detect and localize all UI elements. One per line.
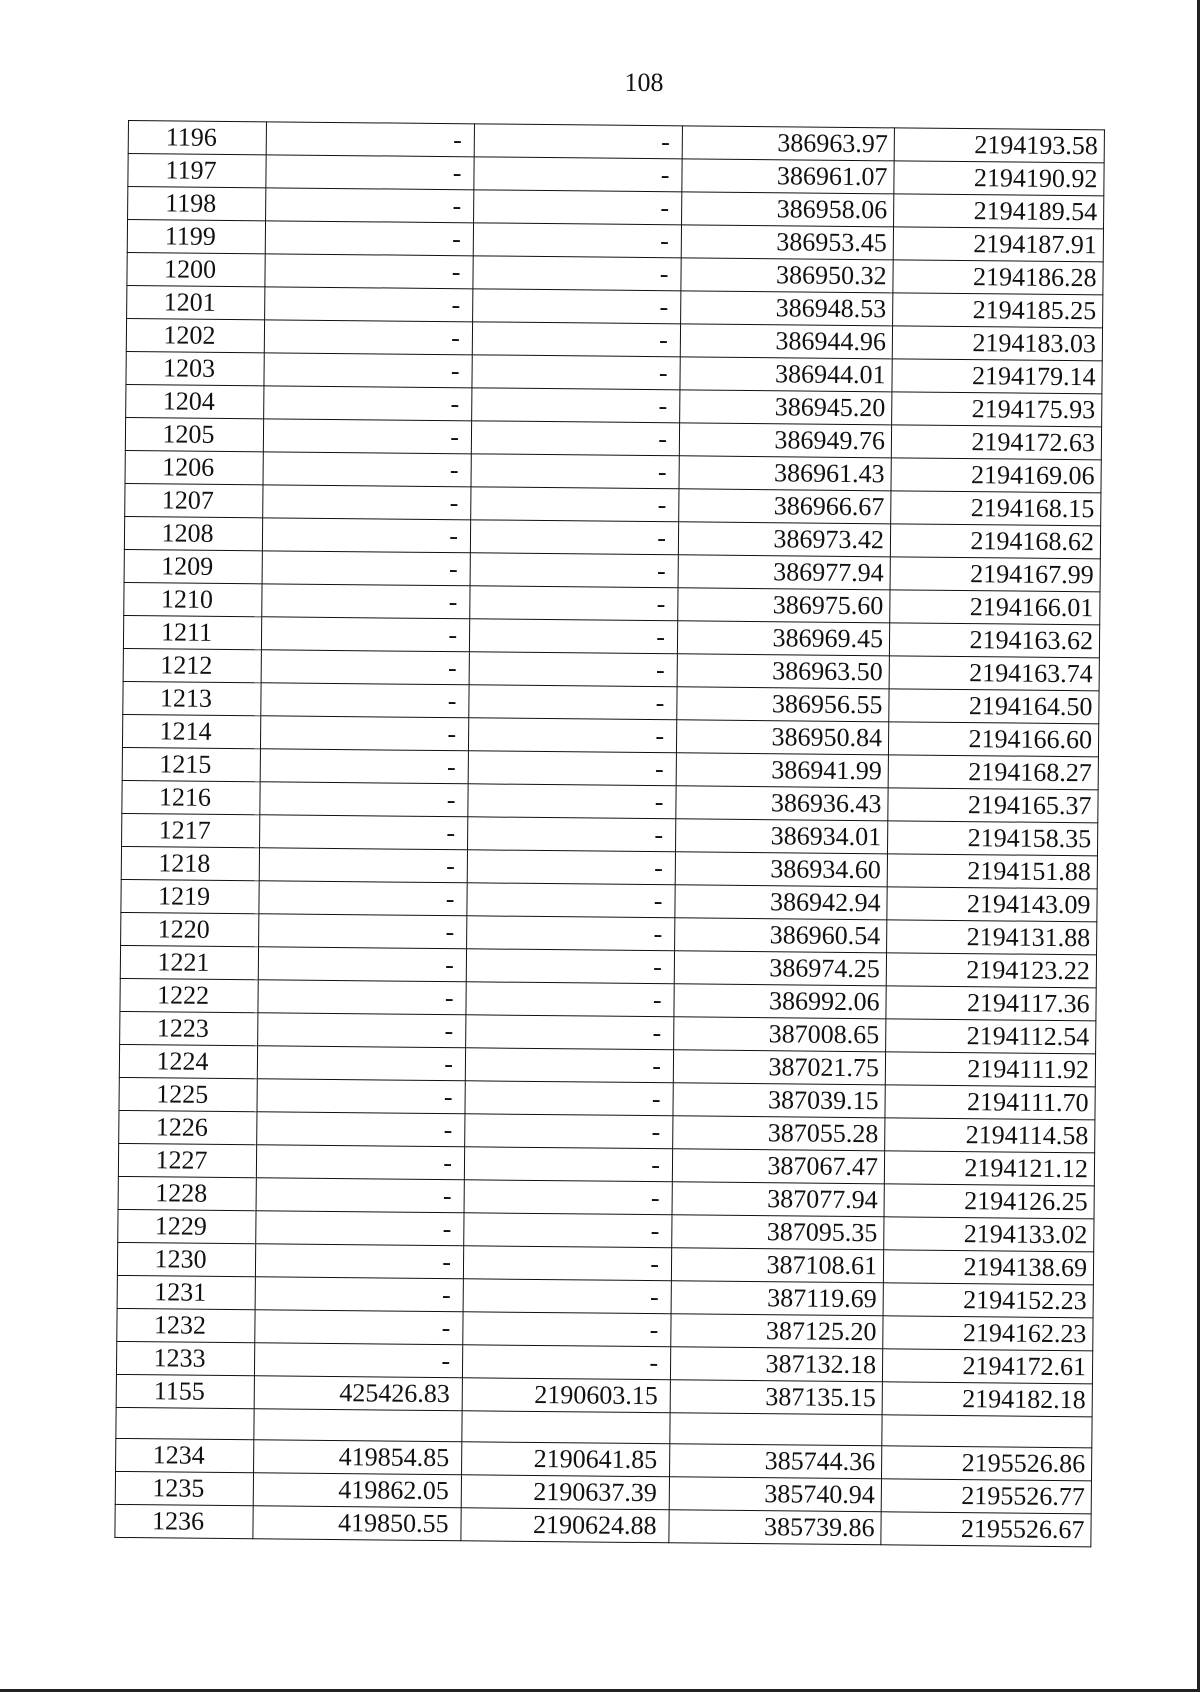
x1-cell: -	[261, 617, 469, 652]
x2-cell: 386949.76	[679, 423, 891, 458]
y2-cell: 2194183.03	[892, 326, 1102, 361]
point-number-cell: 1201	[127, 285, 265, 319]
point-number-cell: 1202	[126, 318, 264, 352]
y2-cell: 2194117.36	[886, 986, 1096, 1021]
y1-cell: -	[473, 223, 681, 258]
x2-cell: 387132.18	[670, 1347, 882, 1382]
x2-cell: 386950.32	[681, 258, 893, 293]
x2-cell: 387039.15	[673, 1083, 885, 1118]
y2-cell: 2194166.60	[888, 722, 1098, 757]
point-number-cell: 1155	[116, 1374, 254, 1408]
y2-cell: 2194169.06	[891, 458, 1101, 493]
point-number-cell: 1216	[122, 780, 260, 814]
y2-cell: 2194165.37	[888, 788, 1098, 823]
point-number-cell: 1205	[125, 417, 263, 451]
x2-cell: 386975.60	[678, 588, 890, 623]
x1-cell: -	[264, 353, 472, 388]
point-number-cell: 1235	[115, 1471, 253, 1505]
y2-cell: 2194163.62	[889, 623, 1099, 658]
x2-cell: 386974.25	[674, 951, 886, 986]
y1-cell: -	[472, 322, 680, 357]
x1-cell: -	[266, 155, 474, 190]
point-number-cell: 1215	[122, 747, 260, 781]
x1-cell: -	[259, 914, 467, 949]
y1-cell: -	[474, 190, 682, 225]
y1-cell: -	[466, 1015, 674, 1050]
y2-cell: 2194168.62	[890, 524, 1100, 559]
x1-cell: -	[262, 551, 470, 586]
point-number-cell: 1204	[126, 384, 264, 418]
y2-cell: 2194131.88	[887, 920, 1097, 955]
point-number-cell: 1219	[121, 879, 259, 913]
y2-cell: 2194190.92	[894, 161, 1104, 196]
x2-cell: 386992.06	[674, 984, 886, 1019]
x1-cell: -	[257, 1046, 465, 1081]
y1-cell: -	[471, 421, 679, 456]
y1-cell	[462, 1411, 670, 1444]
y1-cell: -	[468, 751, 676, 786]
y1-cell: 2190624.88	[461, 1508, 669, 1543]
x1-cell: -	[258, 1013, 466, 1048]
coordinates-table-body	[115, 121, 1105, 1547]
x1-cell: -	[260, 716, 468, 751]
y1-cell: 2190603.15	[462, 1378, 670, 1413]
y1-cell: -	[462, 1345, 670, 1380]
y2-cell: 2194111.92	[885, 1052, 1095, 1087]
x2-cell: 386945.20	[680, 390, 892, 425]
y2-cell	[882, 1415, 1092, 1448]
y1-cell: -	[465, 1048, 673, 1083]
x2-cell: 387021.75	[673, 1050, 885, 1085]
x2-cell: 386969.45	[677, 621, 889, 656]
x2-cell	[670, 1413, 882, 1446]
y1-cell: -	[464, 1213, 672, 1248]
x2-cell: 385740.94	[669, 1477, 881, 1512]
x1-cell: -	[262, 518, 470, 553]
x1-cell: -	[263, 485, 471, 520]
x2-cell: 386961.07	[682, 159, 894, 194]
x2-cell: 387055.28	[673, 1116, 885, 1151]
x1-cell: -	[260, 782, 468, 817]
point-number-cell: 1214	[122, 714, 260, 748]
y1-cell: -	[472, 355, 680, 390]
y2-cell: 2194187.91	[893, 227, 1103, 262]
y1-cell: -	[466, 982, 674, 1017]
y2-cell: 2194163.74	[889, 656, 1099, 691]
x1-cell: 425426.83	[254, 1376, 462, 1411]
x1-cell: -	[257, 1112, 465, 1147]
point-number-cell: 1226	[119, 1110, 257, 1144]
x2-cell: 386936.43	[676, 786, 888, 821]
point-number-cell: 1209	[124, 549, 262, 583]
point-number-cell: 1236	[115, 1504, 253, 1538]
point-number-cell: 1225	[119, 1077, 257, 1111]
x2-cell: 386934.60	[675, 852, 887, 887]
point-number-cell: 1234	[116, 1438, 254, 1472]
point-number-cell: 1210	[124, 582, 262, 616]
point-number-cell	[116, 1407, 254, 1439]
x1-cell: 419862.05	[253, 1473, 461, 1508]
point-number-cell: 1211	[123, 615, 261, 649]
x1-cell: -	[261, 683, 469, 718]
y2-cell: 2195526.77	[881, 1479, 1091, 1514]
x2-cell: 386963.50	[677, 654, 889, 689]
y2-cell: 2194123.22	[886, 953, 1096, 988]
point-number-cell: 1231	[117, 1275, 255, 1309]
x2-cell: 386934.01	[676, 819, 888, 854]
y1-cell: -	[473, 289, 681, 324]
point-number-cell: 1197	[128, 154, 266, 188]
y1-cell: -	[465, 1114, 673, 1149]
x1-cell: -	[260, 749, 468, 784]
point-number-cell: 1220	[121, 912, 259, 946]
x1-cell: -	[265, 221, 473, 256]
point-number-cell: 1198	[128, 187, 266, 221]
y1-cell: -	[467, 850, 675, 885]
point-number-cell: 1228	[118, 1176, 256, 1210]
x1-cell	[254, 1409, 462, 1442]
x2-cell: 386958.06	[682, 192, 894, 227]
y1-cell: -	[464, 1147, 672, 1182]
y1-cell: -	[466, 949, 674, 984]
x2-cell: 387067.47	[672, 1149, 884, 1184]
y1-cell: -	[467, 916, 675, 951]
x1-cell: -	[262, 584, 470, 619]
x1-cell: -	[265, 287, 473, 322]
y1-cell: -	[469, 619, 677, 654]
point-number-cell: 1222	[120, 978, 258, 1012]
x2-cell: 387077.94	[672, 1182, 884, 1217]
x1-cell: -	[255, 1277, 463, 1312]
y1-cell: -	[471, 454, 679, 489]
y2-cell: 2194172.63	[891, 425, 1101, 460]
x2-cell: 386941.99	[676, 753, 888, 788]
y2-cell: 2194126.25	[884, 1184, 1094, 1219]
x2-cell: 387119.69	[671, 1281, 883, 1316]
x2-cell: 386950.84	[676, 720, 888, 755]
y1-cell: -	[469, 652, 677, 687]
y2-cell: 2194121.12	[884, 1151, 1094, 1186]
x2-cell: 386942.94	[675, 885, 887, 920]
x2-cell: 387008.65	[674, 1017, 886, 1052]
point-number-cell: 1203	[126, 351, 264, 385]
x1-cell: -	[264, 386, 472, 421]
y2-cell: 2194175.93	[892, 392, 1102, 427]
y2-cell: 2194164.50	[889, 689, 1099, 724]
y1-cell: -	[470, 520, 678, 555]
y2-cell: 2194143.09	[887, 887, 1097, 922]
x2-cell: 387135.15	[670, 1380, 882, 1415]
point-number-cell: 1213	[123, 681, 261, 715]
point-number-cell: 1224	[119, 1044, 257, 1078]
y1-cell: -	[471, 487, 679, 522]
point-number-cell: 1229	[118, 1209, 256, 1243]
x1-cell: -	[266, 122, 474, 157]
x2-cell: 386960.54	[675, 918, 887, 953]
y1-cell: -	[474, 157, 682, 192]
y2-cell: 2194114.58	[885, 1118, 1095, 1153]
point-number-cell: 1218	[121, 846, 259, 880]
y2-cell: 2194189.54	[894, 194, 1104, 229]
point-number-cell: 1199	[127, 220, 265, 254]
x1-cell: -	[257, 1079, 465, 1114]
y1-cell: -	[472, 388, 680, 423]
y2-cell: 2194152.23	[883, 1283, 1093, 1318]
y1-cell: -	[473, 256, 681, 291]
x1-cell: -	[258, 947, 466, 982]
x1-cell: -	[261, 650, 469, 685]
x2-cell: 386948.53	[681, 291, 893, 326]
y1-cell: -	[463, 1312, 671, 1347]
y1-cell: -	[465, 1081, 673, 1116]
x1-cell: -	[258, 980, 466, 1015]
y2-cell: 2194158.35	[887, 821, 1097, 856]
x1-cell: 419854.85	[254, 1440, 462, 1475]
y2-cell: 2194133.02	[884, 1217, 1094, 1252]
x1-cell: -	[265, 254, 473, 289]
y2-cell: 2194112.54	[886, 1019, 1096, 1054]
y2-cell: 2194168.27	[888, 755, 1098, 790]
x2-cell: 386977.94	[678, 555, 890, 590]
x2-cell: 386944.01	[680, 357, 892, 392]
x2-cell: 386966.67	[679, 489, 891, 524]
x2-cell: 386944.96	[680, 324, 892, 359]
y2-cell: 2194182.18	[882, 1382, 1092, 1417]
x1-cell: -	[263, 419, 471, 454]
point-number-cell: 1217	[122, 813, 260, 847]
y2-cell: 2194167.99	[890, 557, 1100, 592]
x1-cell: -	[266, 188, 474, 223]
y1-cell: -	[474, 124, 682, 159]
y2-cell: 2194179.14	[892, 359, 1102, 394]
y1-cell: -	[470, 553, 678, 588]
x2-cell: 386961.43	[679, 456, 891, 491]
y1-cell: -	[468, 817, 676, 852]
y1-cell: -	[470, 586, 678, 621]
x1-cell: -	[256, 1178, 464, 1213]
point-number-cell: 1233	[116, 1341, 254, 1375]
y2-cell: 2194193.58	[894, 128, 1104, 163]
point-number-cell: 1221	[120, 945, 258, 979]
y1-cell: -	[468, 718, 676, 753]
x2-cell: 385744.36	[670, 1444, 882, 1479]
y1-cell: 2190637.39	[461, 1475, 669, 1510]
point-number-cell: 1223	[120, 1011, 258, 1045]
x2-cell: 387095.35	[672, 1215, 884, 1250]
y2-cell: 2194185.25	[893, 293, 1103, 328]
point-number-cell: 1196	[128, 121, 266, 155]
x1-cell: -	[259, 881, 467, 916]
y2-cell: 2194186.28	[893, 260, 1103, 295]
point-number-cell: 1212	[123, 648, 261, 682]
y2-cell: 2195526.67	[881, 1512, 1091, 1547]
x1-cell: -	[264, 320, 472, 355]
y1-cell: -	[468, 784, 676, 819]
point-number-cell: 1232	[117, 1308, 255, 1342]
y1-cell: -	[463, 1279, 671, 1314]
x1-cell: -	[255, 1244, 463, 1279]
x1-cell: -	[259, 848, 467, 883]
y2-cell: 2195526.86	[881, 1446, 1091, 1481]
x1-cell: -	[263, 452, 471, 487]
x1-cell: -	[255, 1310, 463, 1345]
x1-cell: 419850.55	[253, 1506, 461, 1541]
y2-cell: 2194172.61	[882, 1349, 1092, 1384]
x2-cell: 385739.86	[669, 1510, 881, 1545]
point-number-cell: 1230	[117, 1242, 255, 1276]
x2-cell: 386963.97	[682, 126, 894, 161]
x1-cell: -	[260, 815, 468, 850]
y2-cell: 2194151.88	[887, 854, 1097, 889]
y1-cell: -	[464, 1180, 672, 1215]
x2-cell: 386953.45	[681, 225, 893, 260]
y1-cell: -	[469, 685, 677, 720]
x1-cell: -	[256, 1211, 464, 1246]
point-number-cell: 1207	[125, 483, 263, 517]
x1-cell: -	[256, 1145, 464, 1180]
y2-cell: 2194162.23	[883, 1316, 1093, 1351]
x2-cell: 386956.55	[677, 687, 889, 722]
y1-cell: 2190641.85	[462, 1442, 670, 1477]
y2-cell: 2194166.01	[890, 590, 1100, 625]
y2-cell: 2194138.69	[883, 1250, 1093, 1285]
y1-cell: -	[467, 883, 675, 918]
x2-cell: 387125.20	[671, 1314, 883, 1349]
page-number: 108	[624, 68, 664, 97]
y1-cell: -	[463, 1246, 671, 1281]
x1-cell: -	[254, 1343, 462, 1378]
point-number-cell: 1206	[125, 450, 263, 484]
y2-cell: 2194168.15	[891, 491, 1101, 526]
point-number-cell: 1200	[127, 252, 265, 286]
point-number-cell: 1208	[124, 516, 262, 550]
coordinates-table	[114, 120, 1105, 1547]
x2-cell: 386973.42	[678, 522, 890, 557]
point-number-cell: 1227	[118, 1143, 256, 1177]
x2-cell: 387108.61	[671, 1248, 883, 1283]
coordinates-table-wrapper	[114, 120, 1104, 1547]
y2-cell: 2194111.70	[885, 1085, 1095, 1120]
